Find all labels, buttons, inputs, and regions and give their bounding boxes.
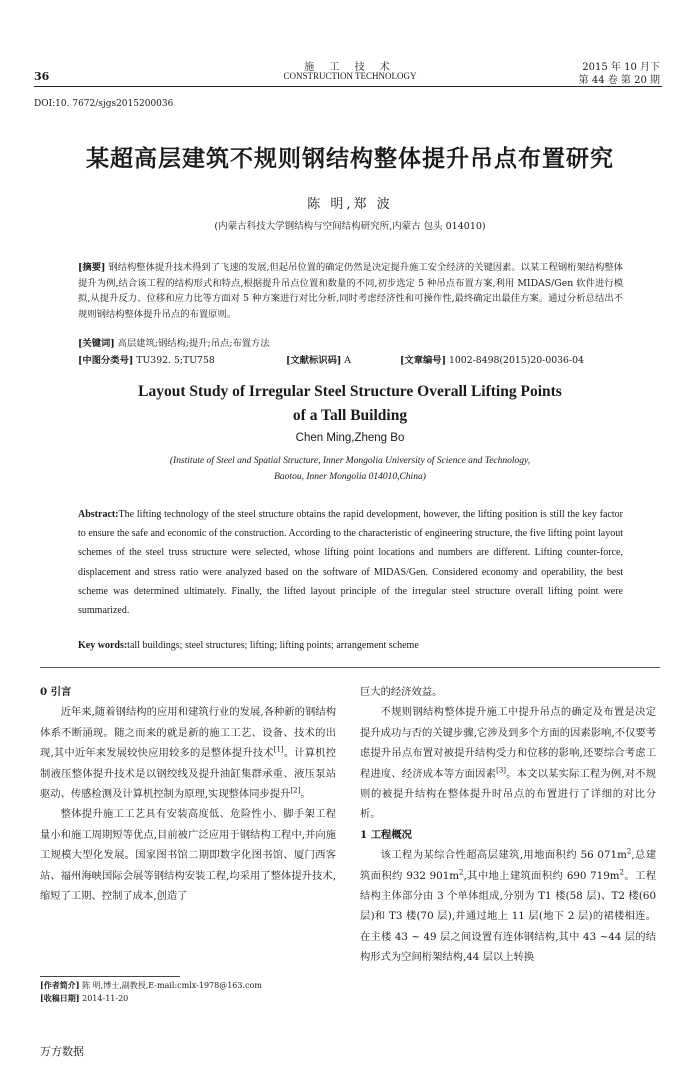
paragraph-4-text-c: ,其中地上建筑面积约 690 719m xyxy=(463,869,620,882)
superscript-2c: 2 xyxy=(619,868,625,877)
paragraph-2: 整体提升施工工艺具有安装高度低、危险性小、脚手架工程量小和施工周期短等优点,目前被广泛应用于钢结构工程中,并向施工规模大型化发展。国家图书馆二期即数字化图书馆、厦门西客站、福州海峡国际会展等钢结构安装工程,均采用了整体提升技术,缩短了工期、控制了成本,创造了 xyxy=(40,808,336,903)
header-rule xyxy=(34,86,662,87)
paper-title-en xyxy=(0,380,700,428)
abstract-en-text: The lifting technology of the steel structure obtains the rapid development, however, the lifting position is still the key factor to ensure the safe and economic of the construction. According to the characteristic of engineering structure, the five lifting point layout schemes of the steel truss structure were selected, whose lifting point locations and numbers are different. Lifting counter-force, displacement and stress ratio were analyzed based on the software of MIDAS/Gen. Considered economy and operability, the best scheme was determined ultimately. Finally, the lifted layout principle of the irregular steel structure overall lifting point were summarized. xyxy=(78,509,623,617)
superscript-2b: 2 xyxy=(459,868,464,877)
article-number xyxy=(400,352,584,366)
superscript-2a: 2 xyxy=(626,847,632,856)
article-number-label: [文章编号] xyxy=(400,355,446,366)
abstract-en-label: Abstract: xyxy=(78,509,119,520)
paper-title-en-line1: Layout Study of Irregular Steel Structure Overall Lifting Points xyxy=(138,383,562,400)
abstract-en xyxy=(78,505,623,620)
affiliation-en-line2: Baotou, Inner Mongolia 014010,China) xyxy=(274,472,426,482)
footnote-received-text: 2014-11-20 xyxy=(82,994,129,1003)
journal-title-cn: 施 工 技 术 xyxy=(304,62,396,73)
footnote-author-label: [作者简介] xyxy=(40,980,80,990)
citation-1: [1] xyxy=(273,745,284,754)
abstract-cn xyxy=(78,260,623,322)
paragraph-1-text-b: 。计算机控制液压整体提升技术是以钢绞线及提升油缸集群承重、液压泵站驱动、传感检测及计算机控制为原理,实现整体同步提升 xyxy=(40,747,336,801)
keywords-en-label: Key words: xyxy=(78,640,128,651)
paragraph-4-text-b: ,总建筑面积约 932 901m xyxy=(360,849,656,882)
paragraph-3-text-b: 。本文以某实际工程为例,对不规则的被提升结构在整体提升时吊点的布置进行了详细的对比分析。 xyxy=(360,767,657,821)
footnote-rule xyxy=(40,976,180,977)
body-column-right xyxy=(360,682,656,968)
section-0-heading: 0 引言 xyxy=(40,686,72,698)
footnote-author xyxy=(40,979,340,992)
paragraph-4-text-a: 该工程为某综合性超高层建筑,用地面积约 56 071m xyxy=(380,849,627,862)
body-column-left xyxy=(40,682,336,906)
issue-date: 2015 年 10 月下 xyxy=(582,62,660,73)
document-code-value: A xyxy=(344,355,351,366)
paragraph-2-continued: 巨大的经济效益。 xyxy=(360,686,443,698)
paragraph-4 xyxy=(360,845,656,967)
paper-title-en-line2: of a Tall Building xyxy=(292,407,408,424)
paragraph-1 xyxy=(40,702,336,804)
footnote-author-text: 陈 明,博士,副教授,E-mail:cmlx-1978@163.com xyxy=(82,981,262,990)
issue-volume: 第 44 卷 第 20 期 xyxy=(578,75,660,86)
authors-cn: 陈 明,郑 波 xyxy=(307,197,393,212)
article-number-value: 1002-8498(2015)20-0036-04 xyxy=(448,355,584,366)
page-number: 36 xyxy=(34,70,50,83)
authors-en: Chen Ming,Zheng Bo xyxy=(295,432,405,444)
journal-title-en: CONSTRUCTION TECHNOLOGY xyxy=(283,71,417,81)
citation-2: [2] xyxy=(290,786,301,795)
keywords-cn-text: 高层建筑;钢结构;提升;吊点;布置方法 xyxy=(117,338,270,349)
footnote-received-label: [收稿日期] xyxy=(40,993,80,1003)
doi: DOI:10. 7672/sjgs2015200036 xyxy=(34,99,174,109)
paragraph-4-text-d: 。工程结构主体部分由 3 个单体组成,分别为 T1 楼(58 层)、T2 楼(60 层)和 T3 楼(70 层),并通过地上 11 层(地下 2 层)的裙楼相连。在主楼 43 ~ 49 层之间设置有连体钢结构,其中 43 ~44 层的结构形式为空间桁架结构,44 层以上转换 xyxy=(360,869,657,964)
classification-value: TU392. 5;TU758 xyxy=(136,355,215,366)
section-divider xyxy=(40,667,660,668)
document-code xyxy=(286,352,351,366)
affiliation-cn: (内蒙古科技大学钢结构与空间结构研究所,内蒙古 包头 014010) xyxy=(214,221,486,232)
abstract-cn-text: 钢结构整体提升技术得到了飞速的发展,但起吊位置的确定仍然是决定提升施工安全经济的关键因素。以某工程钢桁架结构整体提升为例,结合该工程的结构形式和特点,根据提升吊点位置和数量的不同,初步选定 5 种吊点布置方案,利用 MIDAS/Gen 软件进行模拟,从提升反力、位移和应力比等方面对 5 种方案进行对比分析,同时考虑经济性和可操作性,最终确定出最佳方案。通过分析总结出不规则钢结构整体提升吊点的布置原则。 xyxy=(78,262,623,320)
keywords-en xyxy=(78,640,623,651)
affiliation-en-line1: (Institute of Steel and Spatial Structure, Inner Mongolia University of Science and Technology, xyxy=(169,456,531,466)
footnotes xyxy=(40,979,340,1005)
footnote-received xyxy=(40,992,340,1005)
watermark-footer: 万方数据 xyxy=(40,1045,84,1058)
classification-number xyxy=(78,352,215,366)
keywords-cn-label: [关键词] xyxy=(78,338,115,349)
section-1-heading: 1 工程概况 xyxy=(360,828,412,841)
paper-title-cn: 某超高层建筑不规则钢结构整体提升吊点布置研究 xyxy=(86,145,614,172)
paragraph-3 xyxy=(360,702,656,824)
paragraph-1-text-c: 。 xyxy=(300,788,311,801)
abstract-cn-label: [摘要] xyxy=(78,262,106,273)
paragraph-1-text-a: 近年来,随着钢结构的应用和建筑行业的发展,各种新的钢结构体系不断涌现。随之而来的就是新的施工工艺、设备、技术的出现,其中近年来发展较快应用较多的是整体提升技术 xyxy=(40,706,336,760)
keywords-en-text: tall buildings; steel structures; lifting; lifting points; arrangement scheme xyxy=(127,640,419,651)
document-code-label: [文献标识码] xyxy=(286,355,342,366)
classification-label: [中图分类号] xyxy=(78,355,134,366)
paragraph-3-text-a: 不规则钢结构整体提升施工中提升吊点的确定及布置是决定提升成功与否的关键步骤,它涉及到多个方面的因素影响,不仅要考虑提升吊点布置对被提升结构受力和位移的影响,还要综合考虑工程进度、经济成本等方面因素 xyxy=(360,706,656,780)
affiliation-en xyxy=(0,453,700,485)
keywords-cn xyxy=(78,335,623,349)
citation-3: [3] xyxy=(496,766,507,775)
